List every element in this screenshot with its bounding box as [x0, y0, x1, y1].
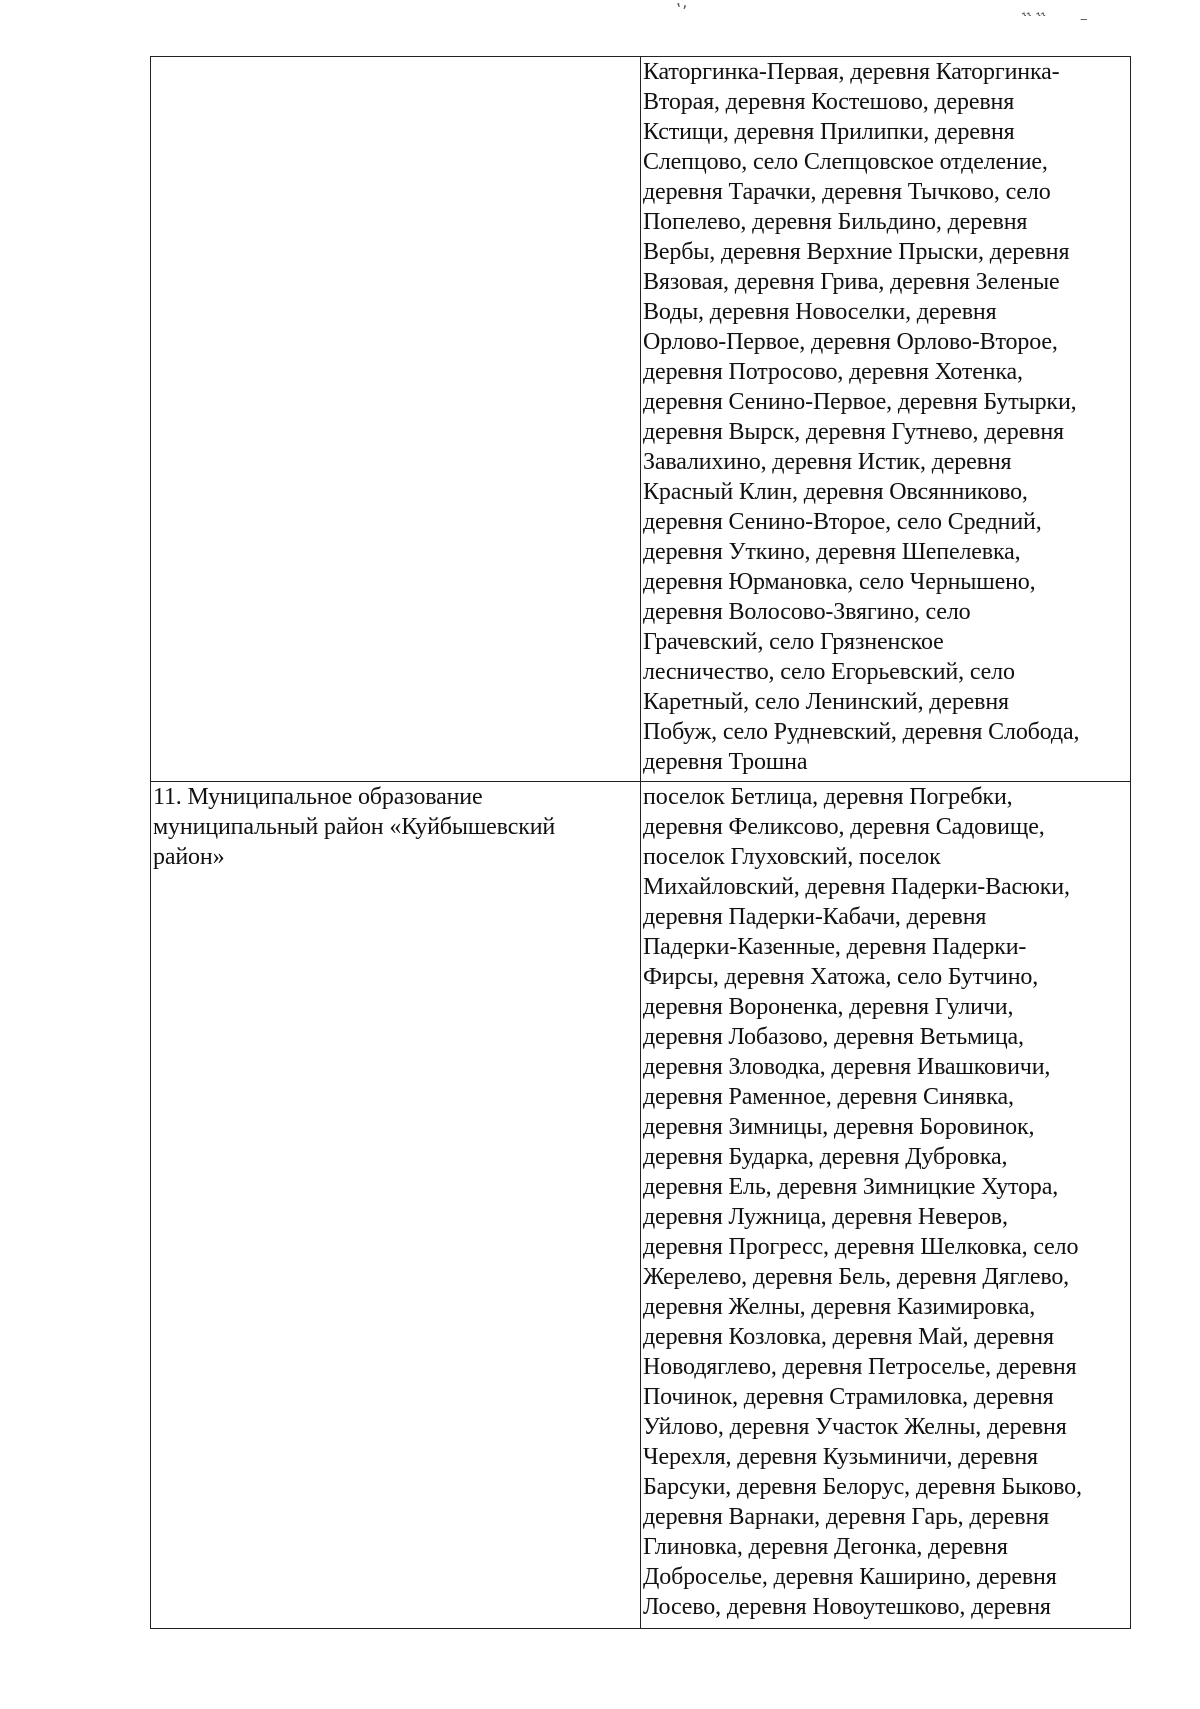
settlement-line: деревня Трошна: [643, 749, 808, 775]
table-row: [151, 57, 1130, 782]
settlement-line: деревня Сенино-Первое, деревня Бутырки,: [643, 389, 1077, 415]
settlement-line: Барсуки, деревня Белорус, деревня Быково,: [643, 1474, 1082, 1500]
settlement-line: деревня Феликсово, деревня Садовище,: [643, 814, 1045, 840]
settlement-line: Жерелево, деревня Бель, деревня Дяглево,: [643, 1264, 1070, 1290]
settlement-line: Фирсы, деревня Хатожа, село Бутчино,: [643, 964, 1039, 990]
settlement-line: Побуж, село Рудневский, деревня Слобода,: [643, 719, 1080, 745]
settlement-line: Вязовая, деревня Грива, деревня Зеленые: [643, 269, 1060, 295]
settlement-line: деревня Падерки-Кабачи, деревня: [643, 904, 987, 930]
settlements-cell: [641, 57, 1130, 781]
settlement-line: деревня Зимницы, деревня Боровинок,: [643, 1114, 1035, 1140]
municipality-name-line: 11. Муниципальное образование: [153, 784, 483, 810]
municipal-table: [150, 56, 1131, 1629]
settlement-line: Лосево, деревня Новоутешково, деревня: [643, 1594, 1051, 1620]
settlement-line: Вторая, деревня Костешово, деревня: [643, 89, 1015, 115]
settlement-line: деревня Варнаки, деревня Гарь, деревня: [643, 1504, 1050, 1530]
settlement-line: Слепцово, село Слепцовское отделение,: [643, 149, 1048, 175]
municipality-name-line: район»: [153, 844, 225, 870]
settlement-line: деревня Вороненка, деревня Гуличи,: [643, 994, 1014, 1020]
municipality-name-line: муниципальный район «Куйбышевский: [153, 814, 556, 840]
settlement-line: Кстищи, деревня Прилипки, деревня: [643, 119, 1015, 145]
settlement-line: Красный Клин, деревня Овсянниково,: [643, 479, 1028, 505]
settlement-line: поселок Бетлица, деревня Погребки,: [643, 784, 1013, 810]
settlement-line: деревня Лобазово, деревня Ветьмица,: [643, 1024, 1024, 1050]
settlement-line: деревня Уткино, деревня Шепелевка,: [643, 539, 1021, 565]
settlement-line: деревня Сенино-Второе, село Средний,: [643, 509, 1042, 535]
settlement-line: деревня Тарачки, деревня Тычково, село: [643, 179, 1051, 205]
settlement-line: Каретный, село Ленинский, деревня: [643, 689, 1009, 715]
settlement-line: Глиновка, деревня Дегонка, деревня: [643, 1534, 1008, 1560]
settlement-line: деревня Лужница, деревня Неверов,: [643, 1204, 1008, 1230]
settlement-line: деревня Прогресс, деревня Шелковка, село: [643, 1234, 1079, 1260]
settlement-line: деревня Раменное, деревня Синявка,: [643, 1084, 1014, 1110]
settlement-line: деревня Ель, деревня Зимницкие Хутора,: [643, 1174, 1059, 1200]
settlement-line: Черехля, деревня Кузьминичи, деревня: [643, 1444, 1038, 1470]
table-row: [151, 782, 1130, 1628]
scan-artifact-top-right-dash: ‒: [1080, 12, 1089, 26]
settlement-line: деревня Желны, деревня Казимировка,: [643, 1294, 1036, 1320]
settlement-line: Новодяглево, деревня Петроселье, деревня: [643, 1354, 1077, 1380]
settlement-line: Починок, деревня Страмиловка, деревня: [643, 1384, 1054, 1410]
settlement-line: лесничество, село Егорьевский, село: [643, 659, 1015, 685]
settlement-line: Уйлово, деревня Участок Желны, деревня: [643, 1414, 1067, 1440]
settlement-line: Михайловский, деревня Падерки-Васюки,: [643, 874, 1070, 900]
settlement-line: деревня Юрмановка, село Чернышено,: [643, 569, 1036, 595]
settlement-line: Вербы, деревня Верхние Прыски, деревня: [643, 239, 1070, 265]
settlement-line: Завалихино, деревня Истик, деревня: [643, 449, 1012, 475]
settlement-line: Орлово-Первое, деревня Орлово-Второе,: [643, 329, 1058, 355]
settlement-line: Падерки-Казенные, деревня Падерки-: [643, 934, 1027, 960]
settlement-line: Попелево, деревня Бильдино, деревня: [643, 209, 1028, 235]
settlement-line: деревня Волосово-Звягино, село: [643, 599, 971, 625]
settlement-line: деревня Вырск, деревня Гутнево, деревня: [643, 419, 1064, 445]
scan-artifact-top: ʽʼ: [676, 2, 689, 21]
settlement-line: Каторгинка-Первая, деревня Каторгинка-: [643, 59, 1060, 85]
settlement-line: деревня Бударка, деревня Дубровка,: [643, 1144, 1008, 1170]
settlement-line: Доброселье, деревня Каширино, деревня: [643, 1564, 1057, 1590]
settlement-line: деревня Потросово, деревня Хотенка,: [643, 359, 1023, 385]
settlement-line: Грачевский, село Грязненское: [643, 629, 944, 655]
settlement-line: деревня Козловка, деревня Май, деревня: [643, 1324, 1054, 1350]
settlement-line: Воды, деревня Новоселки, деревня: [643, 299, 997, 325]
settlements-cell: [641, 782, 1130, 1628]
scan-artifact-top-right: ˞˞ ˞˞: [1022, 8, 1046, 22]
settlement-line: поселок Глуховский, поселок: [643, 844, 941, 870]
municipality-cell: [151, 782, 641, 1628]
settlement-line: деревня Зловодка, деревня Ивашковичи,: [643, 1054, 1051, 1080]
municipality-cell: [151, 57, 641, 781]
